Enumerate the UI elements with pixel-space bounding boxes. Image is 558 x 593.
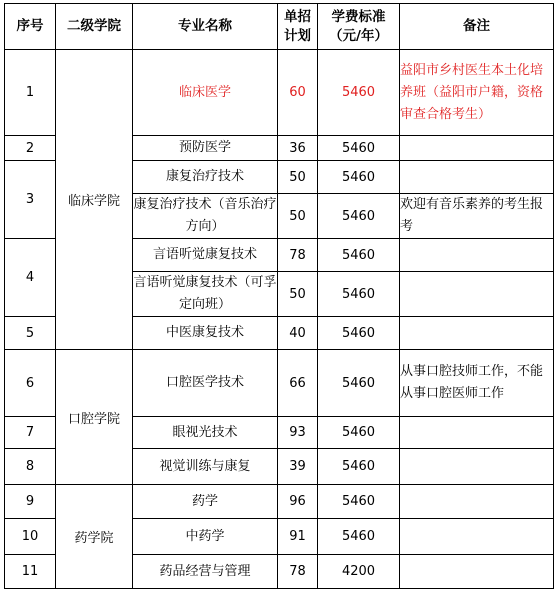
cell-major: 口腔医学技术 [133, 350, 278, 417]
cell-note [400, 519, 554, 555]
cell-note [400, 417, 554, 449]
cell-plan: 50 [278, 272, 318, 317]
cell-seq: 8 [5, 449, 56, 485]
cell-major: 言语听觉康复技术（可孚定向班） [133, 272, 278, 317]
header-major: 专业名称 [133, 4, 278, 50]
cell-fee: 5460 [318, 317, 400, 350]
cell-plan: 50 [278, 194, 318, 239]
cell-college-pharmacy: 药学院 [56, 485, 133, 589]
cell-plan: 66 [278, 350, 318, 417]
header-fee: 学费标准（元/年） [318, 4, 400, 50]
header-row [5, 4, 554, 50]
cell-note: 从事口腔技师工作，不能从事口腔医师工作 [400, 350, 554, 417]
header-seq: 序号 [5, 4, 56, 50]
table-row [5, 485, 554, 519]
cell-fee: 5460 [318, 50, 400, 136]
cell-note [400, 161, 554, 194]
cell-fee: 5460 [318, 136, 400, 161]
table-row [5, 350, 554, 417]
cell-seq: 11 [5, 555, 56, 589]
cell-note [400, 317, 554, 350]
cell-major: 眼视光技术 [133, 417, 278, 449]
table-row [5, 50, 554, 136]
cell-plan: 91 [278, 519, 318, 555]
cell-major: 预防医学 [133, 136, 278, 161]
cell-seq: 2 [5, 136, 56, 161]
cell-major: 中医康复技术 [133, 317, 278, 350]
cell-college-clinical: 临床学院 [56, 50, 133, 350]
cell-seq: 5 [5, 317, 56, 350]
cell-seq: 7 [5, 417, 56, 449]
cell-seq: 3 [5, 161, 56, 239]
cell-major: 药学 [133, 485, 278, 519]
cell-note [400, 272, 554, 317]
cell-major: 视觉训练与康复 [133, 449, 278, 485]
cell-seq: 6 [5, 350, 56, 417]
cell-college-oral: 口腔学院 [56, 350, 133, 485]
cell-plan: 78 [278, 239, 318, 272]
cell-plan: 36 [278, 136, 318, 161]
cell-note [400, 449, 554, 485]
header-college: 二级学院 [56, 4, 133, 50]
cell-fee: 5460 [318, 519, 400, 555]
cell-fee: 5460 [318, 449, 400, 485]
cell-plan: 78 [278, 555, 318, 589]
header-plan: 单招计划 [278, 4, 318, 50]
cell-seq: 4 [5, 239, 56, 317]
cell-seq: 1 [5, 50, 56, 136]
cell-seq: 9 [5, 485, 56, 519]
cell-seq: 10 [5, 519, 56, 555]
cell-note [400, 485, 554, 519]
cell-major: 康复治疗技术（音乐治疗方向） [133, 194, 278, 239]
enrollment-table [4, 3, 554, 589]
cell-note [400, 555, 554, 589]
cell-fee: 5460 [318, 485, 400, 519]
cell-plan: 96 [278, 485, 318, 519]
cell-note [400, 136, 554, 161]
cell-fee: 5460 [318, 350, 400, 417]
cell-note: 欢迎有音乐素养的考生报考 [400, 194, 554, 239]
cell-note [400, 239, 554, 272]
cell-major: 药品经营与管理 [133, 555, 278, 589]
cell-fee: 5460 [318, 417, 400, 449]
cell-fee: 5460 [318, 272, 400, 317]
cell-plan: 60 [278, 50, 318, 136]
cell-major: 康复治疗技术 [133, 161, 278, 194]
header-note: 备注 [400, 4, 554, 50]
cell-fee: 5460 [318, 161, 400, 194]
cell-fee: 5460 [318, 194, 400, 239]
cell-fee: 4200 [318, 555, 400, 589]
cell-major: 言语听觉康复技术 [133, 239, 278, 272]
cell-plan: 50 [278, 161, 318, 194]
cell-fee: 5460 [318, 239, 400, 272]
cell-plan: 93 [278, 417, 318, 449]
cell-plan: 40 [278, 317, 318, 350]
cell-major: 中药学 [133, 519, 278, 555]
cell-note: 益阳市乡村医生本土化培养班（益阳市户籍，资格审查合格考生） [400, 50, 554, 136]
cell-major: 临床医学 [133, 50, 278, 136]
cell-plan: 39 [278, 449, 318, 485]
